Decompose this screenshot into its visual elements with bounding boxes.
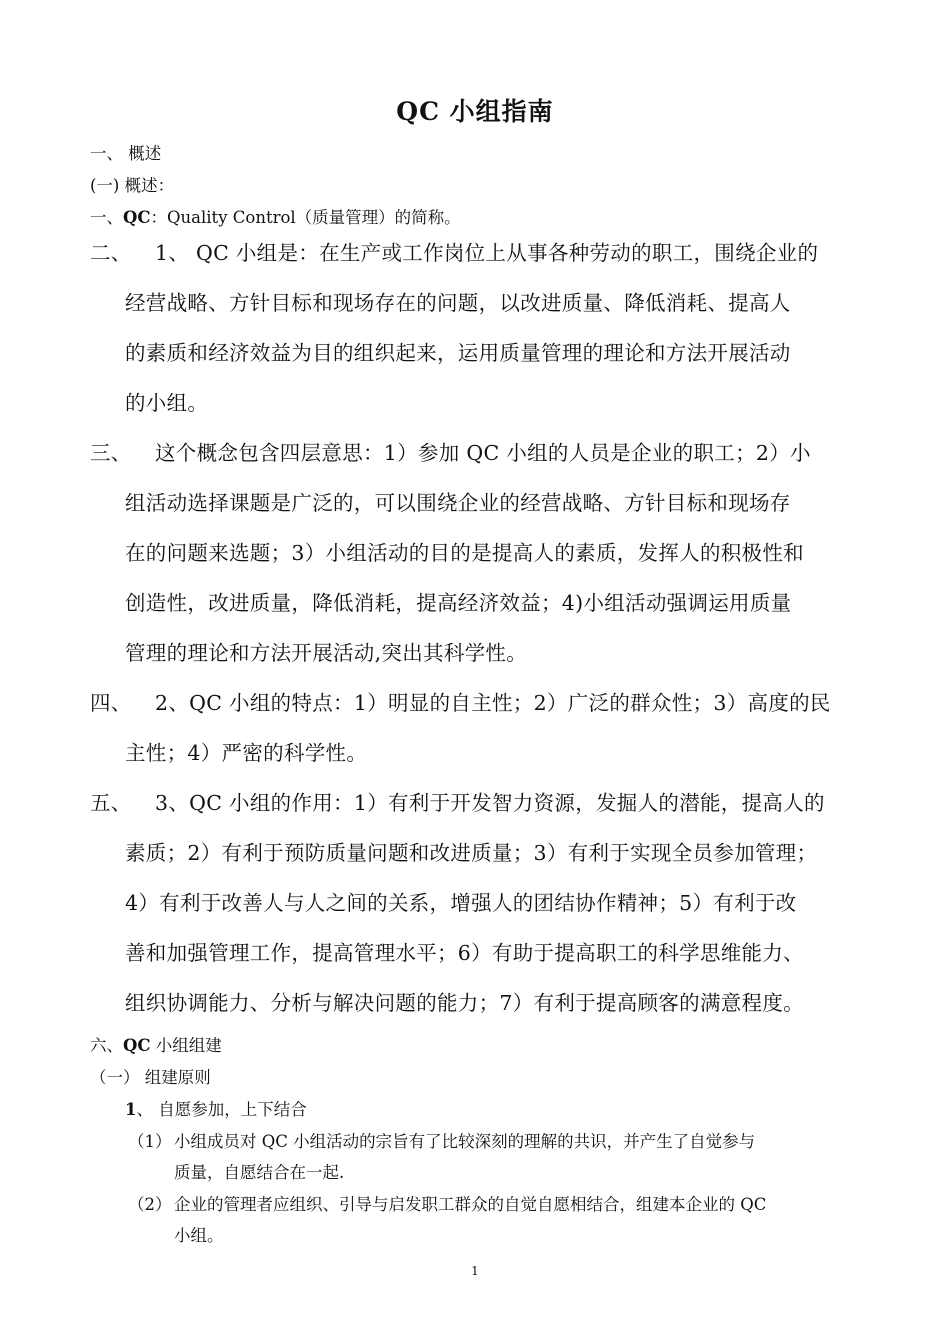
heading-term: QC [123,1036,151,1055]
section-number: 五、 [90,791,132,815]
paragraph-line: 素质；2）有利于预防质量问题和改进质量；3）有利于实现全员参加管理； [125,841,818,865]
paragraph-line: 在的问题来选题；3）小组活动的目的是提高人的素质，发挥人的积极性和 [125,541,804,565]
section-number: 三、 [90,441,132,465]
point-number: 1 [125,1100,137,1119]
paragraph-line: 管理的理论和方法开展活动,突出其科学性。 [125,641,528,665]
item-line: 小组成员对 QC 小组活动的宗旨有了比较深刻的理解的共识，并产生了自觉参与 [174,1132,756,1151]
definition-number: 一、 [90,208,123,227]
paragraph-line: 创造性，改进质量，降低消耗，提高经济效益；4)小组活动强调运用质量 [125,591,792,615]
item-number: （1） [128,1132,172,1151]
document-title: QC 小组指南 [396,97,554,126]
paragraph-line: 主性；4）严密的科学性。 [125,741,368,765]
paragraph-line: 的素质和经济效益为目的组织起来，运用质量管理的理论和方法开展活动 [125,341,791,365]
paragraph-line: 这个概念包含四层意思：1）参加 QC 小组的人员是企业的职工；2）小 [155,441,811,465]
item-line: 企业的管理者应组织、引导与启发职工群众的自觉自愿相结合，组建本企业的 QC [174,1195,767,1214]
paragraph-line: 的小组。 [125,391,209,415]
paragraph-line: 善和加强管理工作，提高管理水平；6）有助于提高职工的科学思维能力、 [125,941,804,965]
paragraph-line: 经营战略、方针目标和现场存在的问题，以改进质量、降低消耗、提高人 [125,291,791,315]
item-number: （2） [128,1195,172,1214]
subheading-overview: (一) 概述： [90,176,175,195]
definition-line [90,204,461,228]
section-number: 二、 [90,241,132,265]
paragraph-line: 组织协调能力、分析与解决问题的能力；7）有利于提高顾客的满意程度。 [125,991,804,1015]
page-number: 1 [471,1264,479,1278]
definition-text: ：Quality Control（质量管理）的简称。 [150,208,461,227]
definition-term: QC [123,208,151,227]
paragraph-line: 4）有利于改善人与人之间的关系，增强人的团结协作精神；5）有利于改 [125,891,797,915]
heading-text: 小组组建 [150,1036,222,1055]
subheading-principles: （一） 组建原则 [90,1068,211,1087]
paragraph-line: 组活动选择课题是广泛的，可以围绕企业的经营战略、方针目标和现场存 [125,491,791,515]
item-line: 质量，自愿结合在一起. [174,1163,345,1182]
point-voluntary [125,1096,307,1120]
paragraph-line: 1、 QC 小组是：在生产或工作岗位上从事各种劳动的职工，围绕企业的 [155,241,819,265]
section-number: 四、 [90,691,132,715]
heading-number: 六、 [90,1036,123,1055]
item-line: 小组。 [174,1226,224,1245]
point-text: 、 自愿参加，上下结合 [136,1100,307,1119]
paragraph-line: 3、QC 小组的作用：1）有利于开发智力资源，发掘人的潜能，提高人的 [155,791,825,815]
paragraph-line: 2、QC 小组的特点：1）明显的自主性；2）广泛的群众性；3）高度的民 [155,691,831,715]
heading-overview: 一、 概述 [90,144,162,163]
heading-qc-group-setup [90,1032,222,1056]
